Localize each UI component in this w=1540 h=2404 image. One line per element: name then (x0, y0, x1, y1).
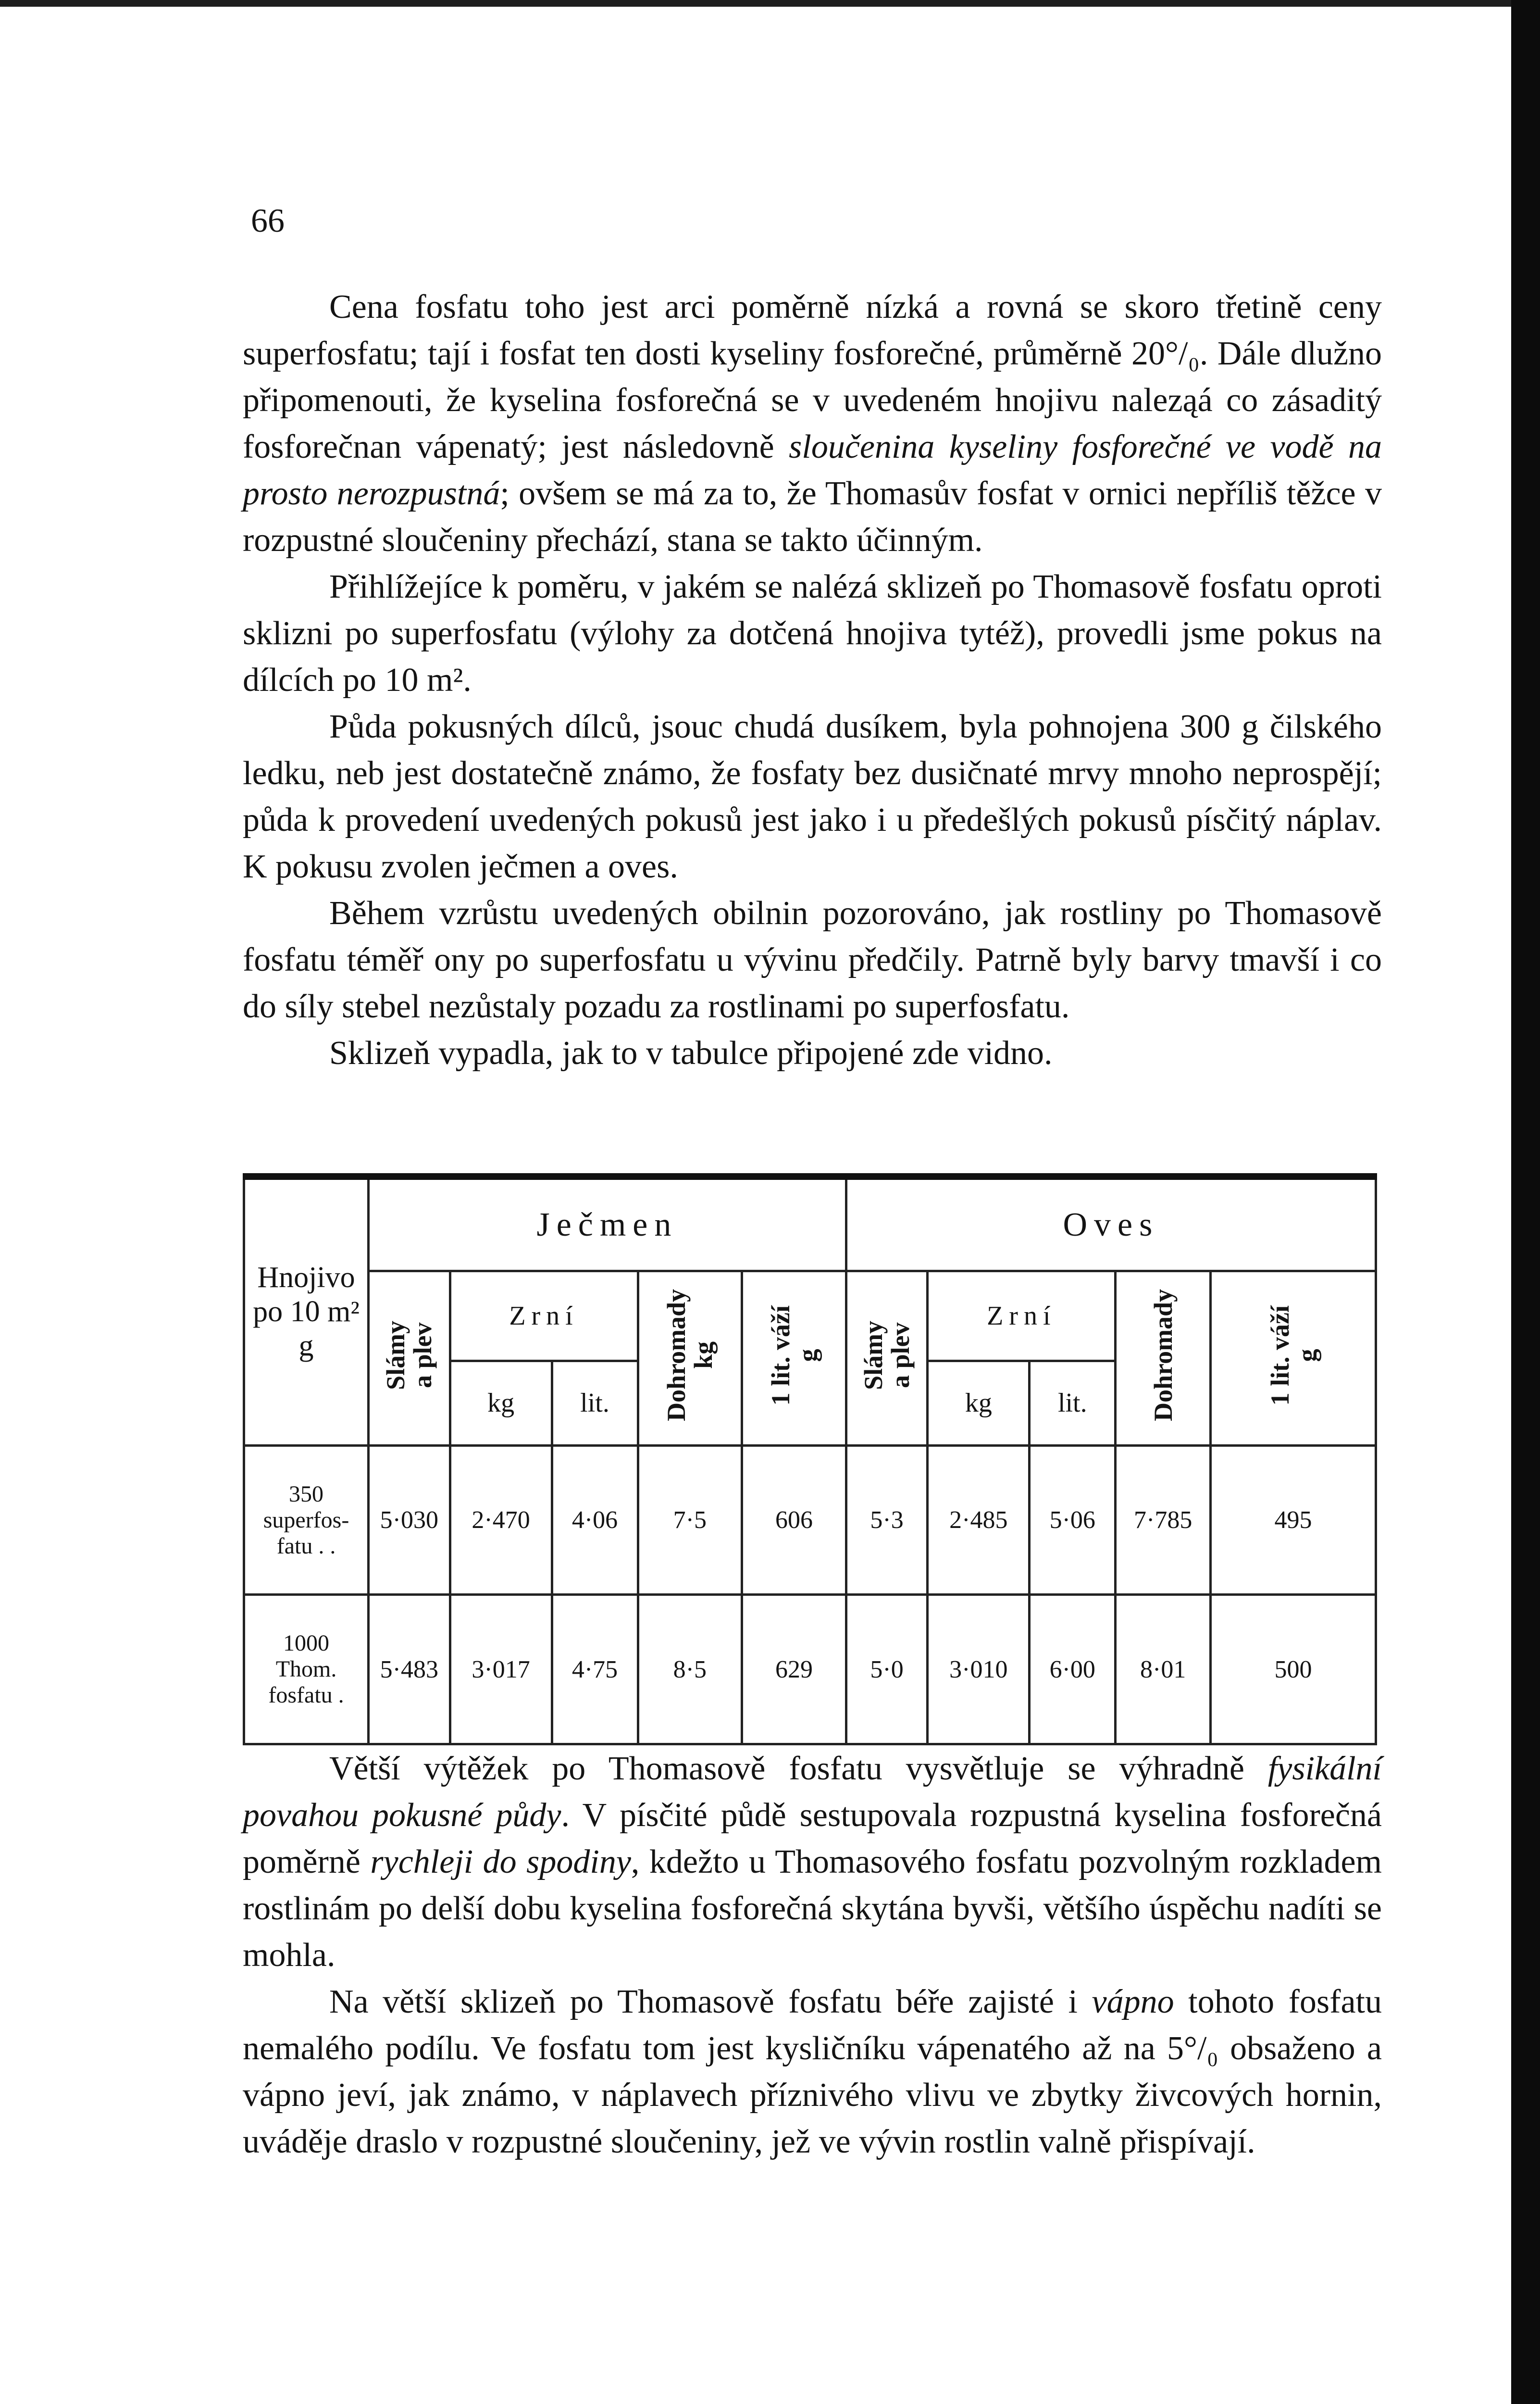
table-cell: 6·00 (1030, 1595, 1116, 1744)
header-grain-oats: Zrní (928, 1271, 1116, 1361)
scan-edge-top (0, 0, 1540, 7)
table-cell: 2·485 (928, 1445, 1030, 1595)
table-cell: 5·030 (369, 1445, 450, 1595)
table-cell: 4·06 (552, 1445, 638, 1595)
table-cell: 5·0 (846, 1595, 928, 1744)
paragraph-1: Cena fosfatu toho jest arci poměrně nízká a rovná se skoro třetině ceny superfosfatu; tají i fosfat ten dosti kyseliny fosforečné, průměrně 20°/₀. Dále dlužno připomenouti, že kyselina fosforečná se v uvedeném hnojivu naleząá co zásaditý fosforečnan vápenatý; jest následovně sloučenina kyseliny fosforečné ve vodě na prosto nerozpustná; ovšem se má za to, že Thomasův fosfat v ornici nepříliš těžce v rozpustné sloučeniny přechází, stana se takto účinným. (243, 288, 1382, 559)
table-cell: 3·010 (928, 1595, 1030, 1744)
body-text-bottom (243, 1745, 1382, 2165)
header-fertilizer: Hnojivo po 10 m² g (244, 1177, 369, 1445)
paragraph-2: Přihlížejíce k poměru, v jakém se nalézá sklizeň po Thomasově fosfatu oproti sklizni po superfosfatu (výlohy za dotčená hnojiva tytéž), provedli jsme pokus na dílcích po 10 m². (243, 568, 1382, 699)
header-oats: Oves (846, 1177, 1376, 1271)
header-weight-barley: 1 lit. váží g (742, 1271, 846, 1445)
header-lit-oats: lit. (1030, 1361, 1116, 1445)
paragraph-5: Sklizeň vypadla, jak to v tabulce připojené zde vidno. (329, 1035, 1053, 1072)
emphasis: rychleji do spodiny (370, 1843, 631, 1880)
header-weight-oats: 1 lit. váží g (1211, 1271, 1376, 1445)
header-barley: Ječmen (369, 1177, 846, 1271)
table-cell: 2·470 (450, 1445, 552, 1595)
emphasis: sloučenina kyseliny fosforečné ve vodě na prosto nerozpustná (243, 428, 1382, 512)
table-cell: 495 (1211, 1445, 1376, 1595)
body-text-top (243, 284, 1382, 1077)
header-straw-barley: Slámy a plev (369, 1271, 450, 1445)
scan-edge-right (1511, 0, 1540, 2404)
paragraph-3: Půda pokusných dílců, jsouc chudá dusíkem, byla pohnojena 300 g čilského ledku, neb jest dostatečně známo, že fosfaty bez dusičnaté mrvy mnoho neprospějí; půda k provedení uvedených pokusů jest jako i u předešlých pokusů písčitý náplav. K pokusu zvolen ječmen a oves. (243, 708, 1382, 885)
table-cell: 5·3 (846, 1445, 928, 1595)
header-total-oats: Dohromady (1116, 1271, 1211, 1445)
table-cell: 8·5 (638, 1595, 742, 1744)
paragraph-7: Na větší sklizeň po Thomasově fosfatu béře zajisté i vápno tohoto fosfatu nemalého podílu. Ve fosfatu tom jest kysličníku vápenatého až na 5°/₀ obsaženo a vápno jeví, jak známo, v náplavech příznivého vlivu ve zbytky živcových hornin, uváděje draslo v rozpustné sloučeniny, jež ve vývin rostlin valně přispívají. (243, 1983, 1382, 2160)
table-cell: 5·483 (369, 1595, 450, 1744)
page-number: 66 (251, 202, 285, 239)
row-label: 350 superfos- fatu . . (244, 1445, 369, 1595)
header-straw-oats: Slámy a plev (846, 1271, 928, 1445)
table-cell: 8·01 (1116, 1595, 1211, 1744)
table-cell: 500 (1211, 1595, 1376, 1744)
table-cell: 7·785 (1116, 1445, 1211, 1595)
emphasis: fysikální povahou pokusné půdy (243, 1750, 1382, 1834)
table-row (244, 1595, 1376, 1744)
table-cell: 7·5 (638, 1445, 742, 1595)
table-cell: 5·06 (1030, 1445, 1116, 1595)
header-grain-barley: Zrní (450, 1271, 638, 1361)
header-total-barley: Dohromady kg (638, 1271, 742, 1445)
table-cell: 3·017 (450, 1595, 552, 1744)
header-kg-oats: kg (928, 1361, 1030, 1445)
emphasis: vápno (1092, 1983, 1174, 2020)
row-label: 1000 Thom. fosfatu . (244, 1595, 369, 1744)
harvest-table (243, 1173, 1377, 1745)
header-lit-barley: lit. (552, 1361, 638, 1445)
table-cell: 629 (742, 1595, 846, 1744)
header-kg-barley: kg (450, 1361, 552, 1445)
table-cell: 606 (742, 1445, 846, 1595)
paragraph-4: Během vzrůstu uvedených obilnin pozorováno, jak rostliny po Thomasově fosfatu téměř ony po superfosfatu u vývinu předčily. Patrně byly barvy tmavší i co do síly stebel nezůstaly pozadu za rostlinami po superfosfatu. (243, 895, 1382, 1025)
paragraph-6: Větší výtěžek po Thomasově fosfatu vysvětluje se výhradně fysikální povahou pokusné půdy. V písčité půdě sestupovala rozpustná kyselina fosforečná poměrně rychleji do spodiny, kdežto u Thomasového fosfatu pozvolným rozkladem rostlinám po delší dobu kyselina fosforečná skytána byvši, většího úspěchu nadíti se mohla. (243, 1750, 1382, 1974)
table-row (244, 1445, 1376, 1595)
table-cell: 4·75 (552, 1595, 638, 1744)
